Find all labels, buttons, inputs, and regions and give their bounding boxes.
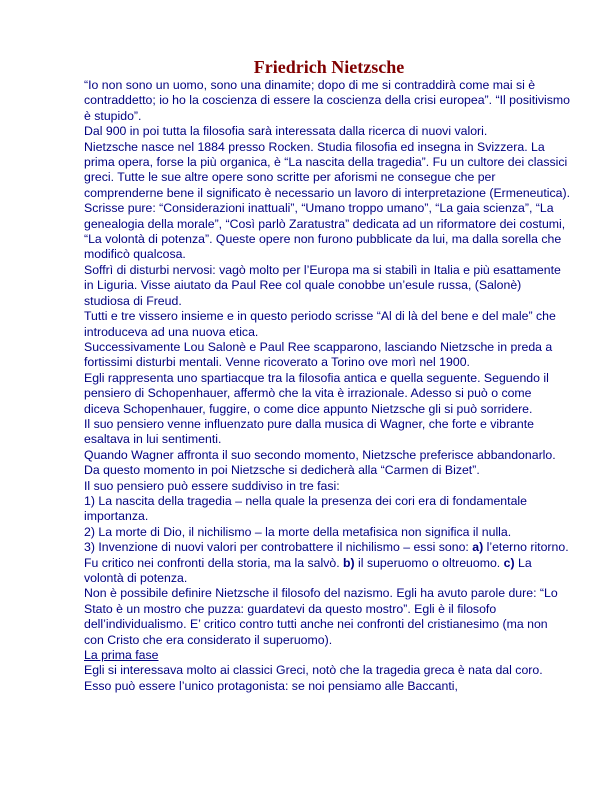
paragraph-biography: Nietzsche nasce nel 1884 presso Rocken. Studia filosofia ed insegna in Svizzera. La prima opera, forse la più organica, è “La nascita della tragedia”. Fu un cultore dei classici greci. Tutte le sue altre opere sono scritte per aforismi ne consegue che per comprenderne bene il significato è necessario un lavoro di interpretazione (Ermeneutica). xyxy=(84,139,570,200)
phase-3-label-b: b) xyxy=(343,555,355,570)
paragraph-new-values: Dal 900 in poi tutta la filosofia sarà interessata dalla ricerca di nuovi valori. xyxy=(84,124,488,139)
paragraph-beyond-good-evil: Tutti e tre vissero insieme e in questo periodo scrisse “Al di là del bene e del male” che introduceva ad una nuova etica. xyxy=(84,309,556,339)
paragraph-watershed: Egli rappresenta uno spartiacque tra la filosofia antica e quella seguente. Seguendo il pensiero di Schopenhauer, affermò che la vita è irrazionale. Adesso si può o come diceva Schopenhauer, fuggire, o come dice appunto Nietzsche gli si può sorridere. xyxy=(84,370,549,416)
paragraph-illness: Soffrì di disturbi nervosi: vagò molto per l’Europa ma si stabilì in Italia e più esattamente in Liguria. Visse aiutato da Paul Ree col quale conobbe un’esule russa, (Salonè) studiosa di Freud. xyxy=(84,262,561,308)
phase-3-text-c: La volontà di potenza. xyxy=(84,555,532,585)
quote-paragraph: “Io non sono un uomo, sono una dinamite; dopo di me si contraddirà come mai si è contraddetto; io ho la coscienza di essere la coscienza della crisi europea”. “Il positivismo è stupido”. xyxy=(84,78,570,123)
paragraph-nazism: Non è possibile definire Nietzsche il filosofo del nazismo. Egli ha avuto parole dure: “Lo Stato è un mostro che puzza: guardatevi da questo mostro”. Egli è il filosofo dell’individualismo. E’ critico contro tutti anche nei confronti del cristianesimo (ma non con Cristo che era considerato il superuomo). xyxy=(84,586,558,647)
paragraph-works: Scrisse pure: “Considerazioni inattuali”, “Umano troppo umano”, “La gaia scienza”, “La genealogia della morale”, “Così parlò Zaratustra” dedicata ad un riformatore dei costumi, “La volontà di potenza”. Queste opere non furono pubblicate da lui, ma dalla sorella che modificò qualcosa. xyxy=(84,201,566,262)
section-link-first-phase[interactable]: La prima fase xyxy=(84,648,159,663)
paragraph-carmen: Quando Wagner affronta il suo secondo momento, Nietzsche preferisce abbandonarlo. Da questo momento in poi Nietzsche si dedicherà alla “Carmen di Bizet”. xyxy=(84,447,556,478)
list-item-phase-2: 2) La morte di Dio, il nichilismo – la morte della metafisica non significa il nulla. xyxy=(84,524,512,539)
page-title: Friedrich Nietzsche xyxy=(253,57,405,77)
list-item-phase-3 xyxy=(84,540,570,586)
paragraph-greek-tragedy: Egli si interessava molto ai classici Greci, notò che la tragedia greca è nata dal coro. Esso può essere l’unico protagonista: se noi pensiamo alle Baccanti, xyxy=(84,663,543,693)
phase-3-intro: 3) Invenzione di nuovi valori per controbattere il nichilismo – essi sono: xyxy=(84,540,473,555)
phase-3-text-a: l’eterno ritorno. Fu critico nei confronti della storia, ma la salvò. xyxy=(84,540,569,570)
phase-3-label-c: c) xyxy=(503,555,515,570)
phase-3-label-a: a) xyxy=(472,540,484,555)
paragraph-wagner: Il suo pensiero venne influenzato pure dalla musica di Wagner, che forte e vibrante esaltava in lui sentimenti. xyxy=(84,416,535,447)
phase-3-text-b: il superuomo o oltreuomo. xyxy=(354,555,504,570)
paragraph-three-phases: Il suo pensiero può essere suddiviso in tre fasi: xyxy=(84,478,340,493)
list-item-phase-1: 1) La nascita della tragedia – nella quale la presenza dei cori era di fondamentale importanza. xyxy=(84,493,527,524)
document-page xyxy=(84,56,570,694)
paragraph-later-life: Successivamente Lou Salonè e Paul Ree scapparono, lasciando Nietzsche in preda a fortissimi disturbi mentali. Venne ricoverato a Torino ove morì nel 1900. xyxy=(84,339,553,370)
